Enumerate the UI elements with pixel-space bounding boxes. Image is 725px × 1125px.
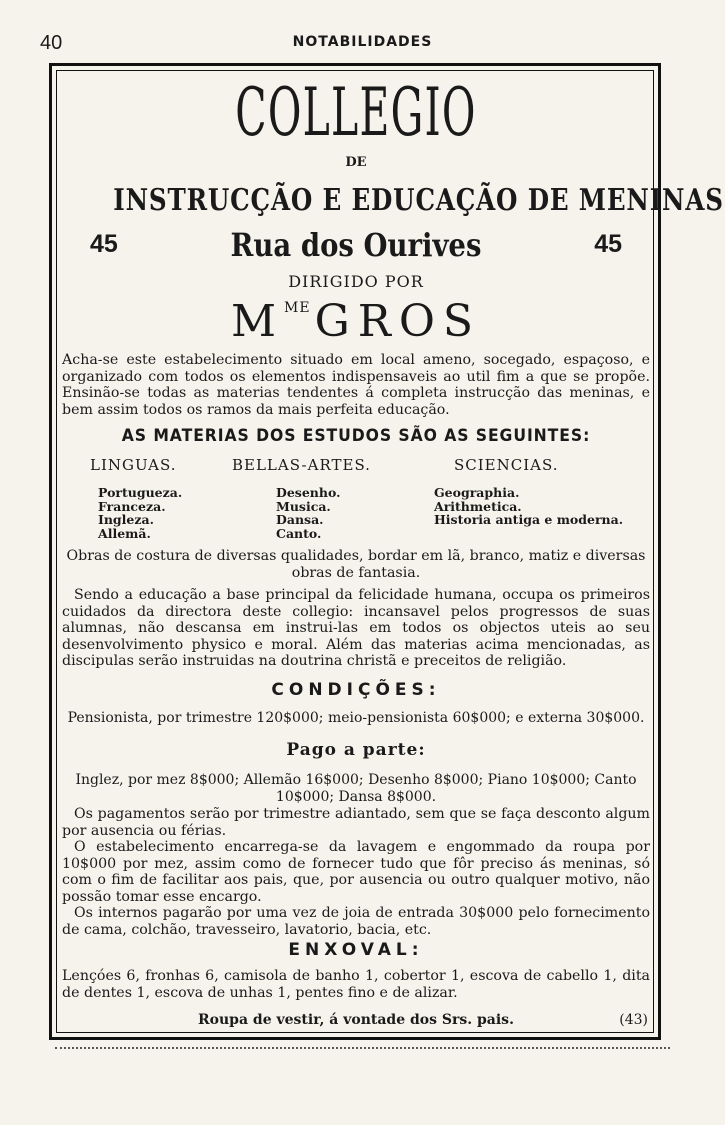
subject-item: Musica. — [276, 498, 331, 514]
reference-number: (43) — [619, 1012, 648, 1028]
extras-heading: Pago a parte: — [286, 740, 426, 760]
running-title: NOTABILIDADES — [292, 34, 433, 50]
street-name: Rua dos Ourives — [230, 226, 482, 264]
subject-item: Desenho. — [276, 485, 341, 500]
column-heading: LINGUAS. — [90, 456, 177, 474]
subject-item: Franceza. — [98, 498, 166, 514]
subject-item: Portugueza. — [98, 485, 183, 500]
trousseau-list: Lençóes 6, fronhas 6, camisola de banho 1, cobertor 1, escova de cabello 1, dita de dentes 1, escova de unhas 1, pentes fino e de alizar. — [62, 968, 650, 1001]
subject-item: Arithmetica. — [434, 498, 522, 514]
directed-by: DIRIGIDO POR — [288, 272, 424, 291]
clothing-note: Roupa de vestir, á vontade dos Srs. pais. — [198, 1012, 514, 1028]
street-line — [60, 226, 652, 270]
conditions-heading: CONDIÇÕES: — [271, 680, 441, 700]
trousseau-heading: ENXOVAL: — [288, 940, 424, 960]
subjects-heading: AS MATERIAS DOS ESTUDOS SÃO AS SEGUINTES: — [121, 426, 591, 446]
director-name: GROS — [314, 296, 482, 347]
page-number: 40 — [40, 32, 63, 54]
subject-column-arts — [232, 456, 371, 540]
intro-paragraph: Acha-se este estabelecimento situado em local ameno, socegado, espaçoso, e organizado com todos os elementos indispensaveis ao util fim a que se propõe. Ensinão-se todas as materias tendentes á completa instrucção das meninas, e bem assim todos os ramos da mais perfeita educação. — [62, 352, 650, 418]
subject-item: Geographia. — [434, 485, 520, 500]
subject-item: Canto. — [276, 525, 322, 541]
advert-title: COLLEGIO — [235, 74, 477, 151]
clothing-line — [60, 1012, 652, 1028]
extras-fees: Inglez, por mez 8$000; Allemão 16$000; Desenho 8$000; Piano 10$000; Canto 10$000; Dansa 8$000. — [75, 772, 637, 805]
subjects-columns — [60, 456, 652, 546]
advert-subtitle: INSTRUCÇÃO E EDUCAÇÃO DE MENINAS — [113, 183, 724, 218]
street-number-left: 45 — [90, 230, 118, 258]
education-paragraph: Sendo a educação a base principal da felicidade humana, occupa os primeiros cuidados da directora deste collegio: incansavel pelos progressos de suas alumnas, não descansa em instrui-las em todos os objectos uteis ao seu desenvolvimento physico e moral. Além das materias acima mencionadas, as discipulas serão instruidas na doutrina christã e preceitos de religião. — [62, 587, 650, 669]
column-heading: BELLAS-ARTES. — [232, 456, 371, 474]
terms-block — [62, 806, 650, 938]
director-prefix-sup: ME — [284, 300, 311, 316]
director-prefix: M — [230, 296, 284, 347]
laundry-paragraph: O estabelecimento encarrega-se da lavagem e engommado da roupa por 10$000 por mez, assim como de fornecer tudo que fôr preciso ás meninas, só com o fim de facilitar aos pais, que, por ausencia ou outro qualquer motivo, não possão tomar esse encargo. — [62, 839, 650, 905]
boarding-fees: Pensionista, por trimestre 120$000; meio-pensionista 60$000; e externa 30$000. — [67, 710, 645, 726]
advert-de: DE — [345, 155, 367, 170]
subject-column-languages — [90, 456, 182, 540]
payments-paragraph: Os pagamentos serão por trimestre adiantado, sem que se faça desconto algum por ausencia ou férias. — [62, 806, 650, 839]
street-number-right: 45 — [594, 230, 622, 258]
subject-item: Ingleza. — [98, 512, 154, 527]
subject-item: Dansa. — [276, 512, 324, 527]
needlework-note: Obras de costura de diversas qualidades, bordar em lã, branco, matiz e diversas obras de fantasia. — [66, 548, 646, 581]
subject-item: Allemã. — [98, 525, 151, 541]
joining-fee-paragraph: Os internos pagarão por uma vez de joia de entrada 30$000 pelo fornecimento de cama, colchão, travesseiro, lavatorio, bacia, etc. — [62, 905, 650, 938]
bottom-rule — [55, 1047, 670, 1049]
subject-item: Historia antiga e moderna. — [434, 512, 624, 527]
director-line — [60, 296, 652, 347]
subject-column-sciences — [434, 456, 624, 527]
column-heading: SCIENCIAS. — [454, 456, 559, 474]
